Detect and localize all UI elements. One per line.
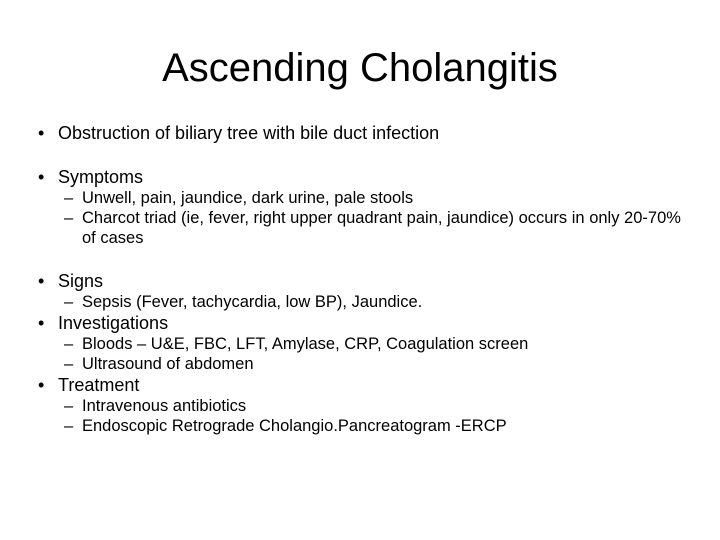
sub-bullet <box>38 416 698 436</box>
bullet-symptoms <box>38 166 698 188</box>
bullet-investigations <box>38 312 698 334</box>
sub-bullet <box>38 396 698 416</box>
sub-bullet-text: Sepsis (Fever, tachycardia, low BP), Jaundice. <box>82 293 423 311</box>
bullet-icon: • <box>38 375 45 395</box>
dash-icon: – <box>64 355 74 373</box>
bullet-text: Signs <box>58 271 104 291</box>
dash-icon: – <box>64 335 74 353</box>
sub-bullet-text: Bloods – U&E, FBC, LFT, Amylase, CRP, Coagulation screen <box>82 335 529 353</box>
bullet-text: Treatment <box>58 375 140 395</box>
sub-bullet <box>38 208 698 248</box>
bullet-icon: • <box>38 313 45 333</box>
bullet-obstruction <box>38 122 698 144</box>
sub-bullet-text: Intravenous antibiotics <box>82 397 247 415</box>
sub-bullet-text: Ultrasound of abdomen <box>82 355 254 373</box>
sub-bullet-text: Charcot triad (ie, fever, right upper quadrant pain, jaundice) occurs in only 20-70% of cases <box>82 209 681 247</box>
bullet-treatment <box>38 374 698 396</box>
bullet-text: Investigations <box>58 313 169 333</box>
slide-content <box>38 122 698 436</box>
bullet-icon: • <box>38 271 45 291</box>
sub-bullet <box>38 292 698 312</box>
sub-bullet <box>38 188 698 208</box>
bullet-text: Obstruction of biliary tree with bile duct infection <box>58 123 440 143</box>
dash-icon: – <box>64 189 74 207</box>
sub-bullet-text: Endoscopic Retrograde Cholangio.Pancreatogram -ERCP <box>82 417 507 435</box>
sub-bullet <box>38 354 698 374</box>
slide-title: Ascending Cholangitis <box>162 46 558 90</box>
dash-icon: – <box>64 417 74 435</box>
bullet-text: Symptoms <box>58 167 144 187</box>
sub-bullet-text: Unwell, pain, jaundice, dark urine, pale stools <box>82 189 414 207</box>
dash-icon: – <box>64 293 74 311</box>
sub-bullet <box>38 334 698 354</box>
bullet-icon: • <box>38 167 45 187</box>
bullet-signs <box>38 270 698 292</box>
dash-icon: – <box>64 209 74 227</box>
dash-icon: – <box>64 397 74 415</box>
bullet-icon: • <box>38 123 45 143</box>
